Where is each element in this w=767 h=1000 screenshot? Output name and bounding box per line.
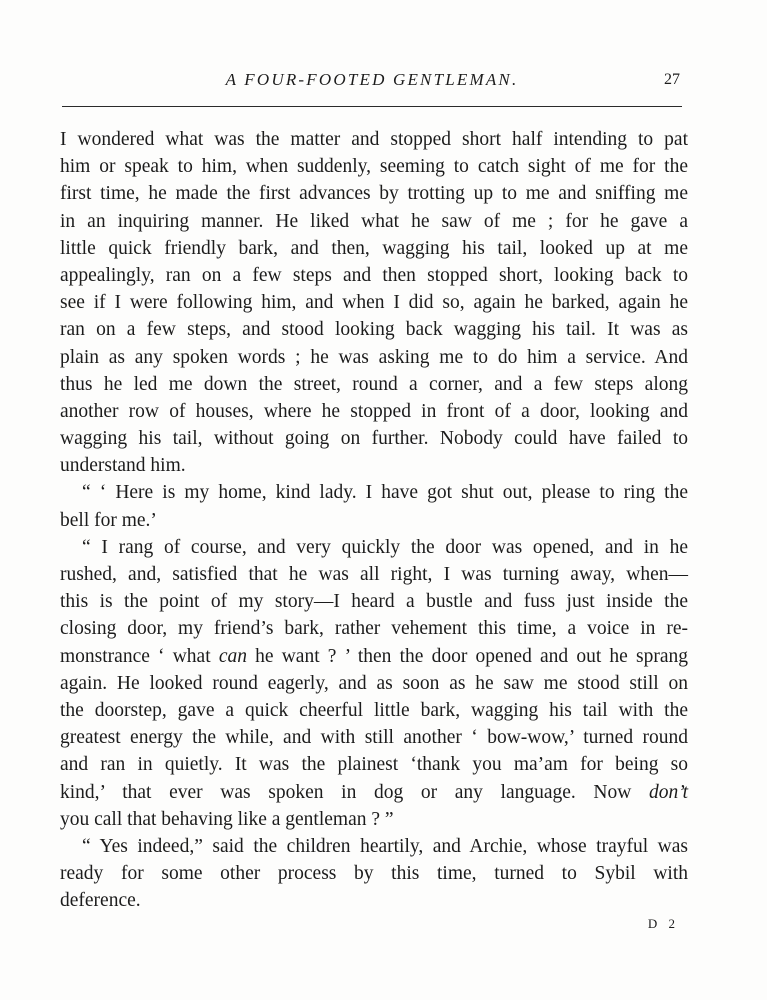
- text-line: [60, 235, 688, 262]
- page-number: 27: [664, 71, 680, 88]
- text-segment: “ ‘ Here is my home, kind lady. I have got shut out, please to ring the: [82, 482, 688, 504]
- paragraph: [60, 534, 688, 833]
- text-line: [60, 126, 688, 153]
- text-line: [60, 153, 688, 180]
- text-line: [60, 806, 688, 833]
- text-line: [60, 262, 688, 289]
- text-segment: appealingly, ran on a few steps and then stopped short, looking back to: [60, 264, 688, 286]
- text-segment: again. He looked round eagerly, and as soon as he saw me stood still on: [60, 672, 688, 694]
- text-segment: closing door, my friend’s bark, rather vehement this time, a voice in re-: [60, 618, 688, 640]
- text-line: [60, 697, 688, 724]
- text-line: [60, 643, 688, 670]
- running-head: [62, 68, 682, 94]
- text-segment: “ I rang of course, and very quickly the door was opened, and in he: [82, 536, 688, 558]
- paragraph: [60, 479, 688, 533]
- text-segment: “ Yes indeed,” said the children heartily, and Archie, whose trayful was: [82, 835, 688, 857]
- paragraph: [60, 126, 688, 479]
- text-line: [60, 289, 688, 316]
- text-segment: see if I were following him, and when I did so, again he barked, again he: [60, 292, 688, 314]
- text-line: [60, 371, 688, 398]
- text-segment: I wondered what was the matter and stopped short half intending to pat: [60, 129, 688, 150]
- text-line: [60, 507, 688, 534]
- text-segment: ready for some other process by this time, turned to Sybil with: [60, 863, 688, 885]
- text-segment: understand him.: [60, 455, 186, 477]
- paragraph: [60, 833, 688, 915]
- text-segment: monstrance ‘ what: [60, 645, 219, 667]
- text-line: [60, 561, 688, 588]
- text-segment: first time, he made the first advances by trotting up to me and sniffing me: [60, 183, 688, 205]
- text-line: [60, 208, 688, 235]
- text-segment: another row of houses, where he stopped in front of a door, looking and: [60, 400, 688, 422]
- text-segment: plain as any spoken words ; he was asking me to do him a service. And: [60, 346, 688, 368]
- text-line: [60, 887, 688, 914]
- text-line: [60, 833, 688, 860]
- text-line: [60, 615, 688, 642]
- header-rule: [62, 106, 682, 107]
- text-segment: rushed, and, satisfied that he was all right, I was turning away, when—: [60, 564, 688, 585]
- text-segment: little quick friendly bark, and then, wagging his tail, looked up at me: [60, 237, 688, 259]
- text-segment: you call that behaving like a gentleman ? ”: [60, 808, 394, 830]
- text-line: [60, 344, 688, 371]
- text-line: [60, 779, 688, 806]
- text-line: [60, 398, 688, 425]
- body-text: [60, 126, 688, 914]
- italic-text: can: [218, 645, 247, 667]
- text-segment: him or speak to him, when suddenly, seeming to catch sight of me for the: [60, 156, 688, 178]
- text-line: [60, 425, 688, 452]
- text-line: [60, 534, 688, 561]
- text-line: [60, 751, 688, 778]
- text-line: [60, 479, 688, 506]
- text-line: [60, 724, 688, 751]
- text-segment: in an inquiring manner. He liked what he saw of me ; for he gave a: [60, 210, 688, 232]
- text-segment: and ran in quietly. It was the plainest ‘thank you ma’am for being so: [60, 754, 688, 776]
- text-line: [60, 180, 688, 207]
- text-line: [60, 670, 688, 697]
- text-segment: bell for me.’: [60, 509, 157, 531]
- italic-text: don’t: [649, 781, 688, 803]
- running-title: A FOUR-FOOTED GENTLEMAN.: [225, 70, 519, 89]
- text-segment: greatest energy the while, and with still another ‘ bow-wow,’ turned round: [60, 727, 688, 749]
- text-segment: this is the point of my story—I heard a bustle and fuss just inside the: [60, 591, 688, 613]
- text-line: [60, 316, 688, 343]
- text-line: [60, 860, 688, 887]
- text-line: [60, 588, 688, 615]
- signature-mark: D 2: [647, 916, 679, 931]
- text-segment: ran on a few steps, and stood looking back wagging his tail. It was as: [60, 319, 688, 341]
- text-segment: deference.: [60, 890, 141, 912]
- text-segment: wagging his tail, without going on further. Nobody could have failed to: [60, 428, 688, 450]
- text-line: [60, 452, 688, 479]
- text-segment: he want ? ’ then the door opened and out he sprang: [246, 645, 688, 667]
- text-segment: thus he led me down the street, round a corner, and a few steps along: [60, 373, 688, 395]
- text-segment: kind,’ that ever was spoken in dog or any language. Now: [60, 781, 649, 803]
- text-segment: the doorstep, gave a quick cheerful little bark, wagging his tail with the: [60, 699, 688, 721]
